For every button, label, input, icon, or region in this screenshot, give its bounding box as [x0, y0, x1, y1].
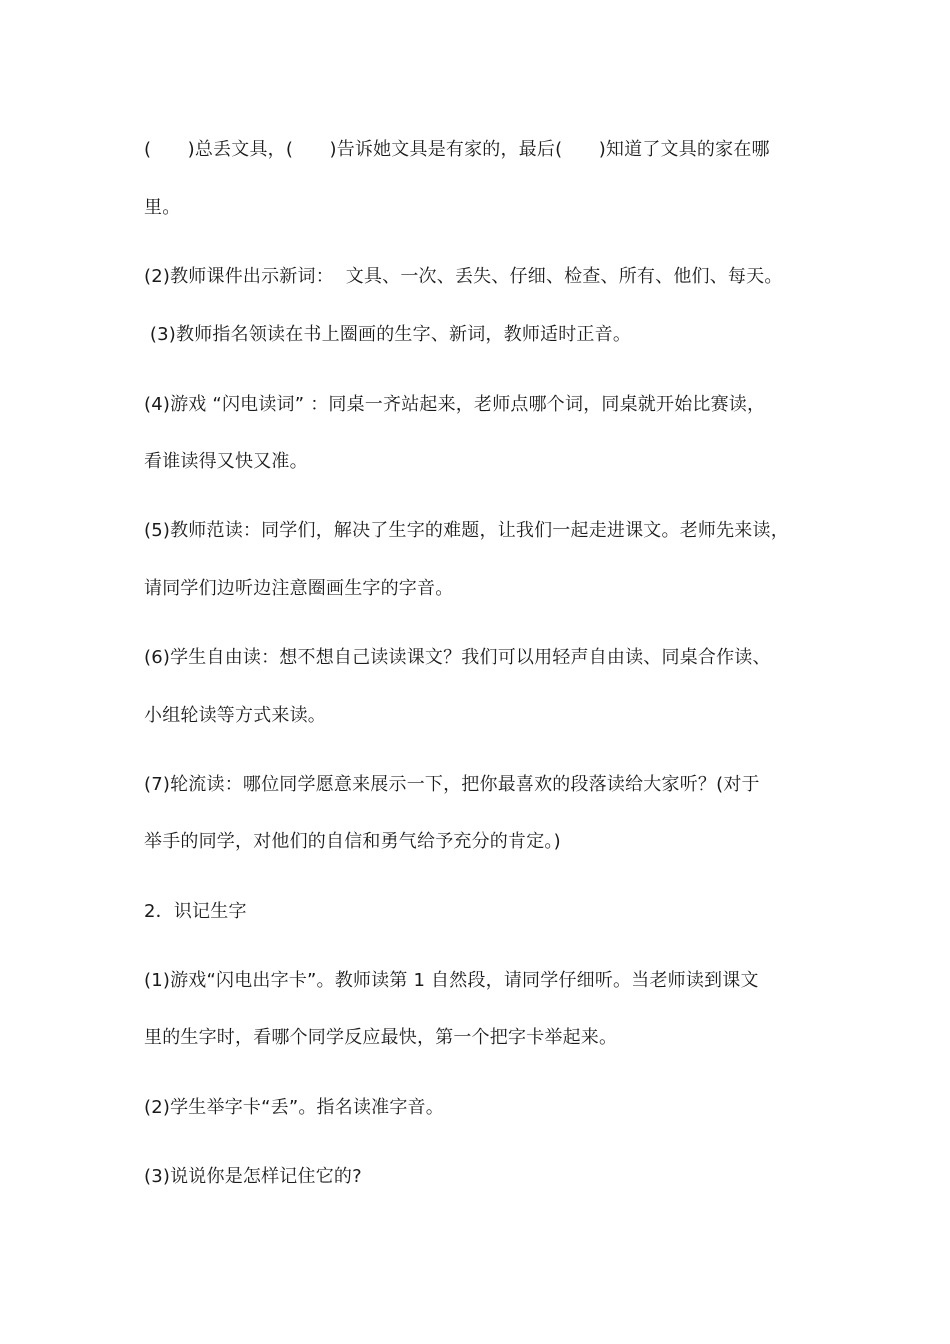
paragraph-line-16: (2)学生举字卡“丢”。指名读准字音。	[144, 1097, 444, 1118]
paragraph-line-3: (2)教师课件出示新词： 文具、一次、丢失、仔细、检查、所有、他们、每天。	[144, 266, 783, 287]
paragraph-line-11: (7)轮流读：哪位同学愿意来展示一下，把你最喜欢的段落读给大家听？(对于	[144, 774, 760, 795]
paragraph-line-14: (1)游戏“闪电出字卡”。教师读第 1 自然段，请同学仔细听。当老师读到课文	[144, 970, 759, 991]
paragraph-line-17: (3)说说你是怎样记住它的?	[144, 1166, 362, 1187]
paragraph-line-5: (4)游戏 “闪电读词” ：同桌一齐站起来，老师点哪个词，同桌就开始比赛读，	[144, 394, 766, 415]
paragraph-line-4: (3)教师指名领读在书上圈画的生字、新词，教师适时正音。	[144, 324, 632, 345]
paragraph-line-1: ( )总丢文具，( )告诉她文具是有家的，最后( )知道了文具的家在哪	[144, 139, 770, 160]
paragraph-line-12: 举手的同学，对他们的自信和勇气给予充分的肯定。)	[144, 831, 561, 852]
paragraph-line-6: 看谁读得又快又准。	[144, 451, 308, 472]
paragraph-line-7: (5)教师范读：同学们，解决了生字的难题，让我们一起走进课文。老师先来读，	[144, 520, 789, 541]
paragraph-line-10: 小组轮读等方式来读。	[144, 705, 326, 726]
paragraph-line-9: (6)学生自由读：想不想自己读读课文？我们可以用轻声自由读、同桌合作读、	[144, 647, 771, 668]
paragraph-line-15: 里的生字时，看哪个同学反应最快，第一个把字卡举起来。	[144, 1027, 618, 1048]
paragraph-line-2: 里。	[144, 197, 181, 218]
section-heading: 2．识记生字	[144, 901, 247, 922]
paragraph-line-8: 请同学们边听边注意圈画生字的字音。	[144, 578, 454, 599]
